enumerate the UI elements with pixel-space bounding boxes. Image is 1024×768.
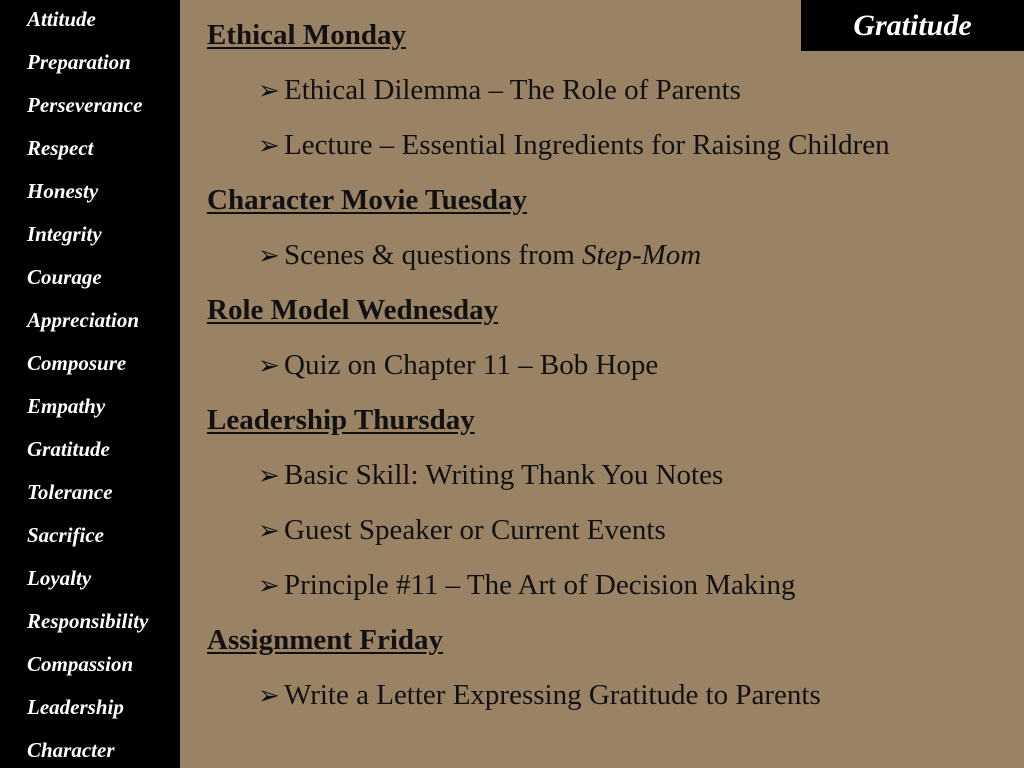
list-item: [258, 510, 666, 550]
list-item-text: Guest Speaker or Current Events: [284, 514, 666, 546]
list-item-text: Basic Skill: Writing Thank You Notes: [284, 459, 724, 491]
sidebar-item-courage: Courage: [27, 265, 102, 289]
arrowhead-bullet-icon: ➢: [258, 516, 280, 545]
list-item: [258, 235, 701, 275]
arrowhead-bullet-icon: ➢: [258, 571, 280, 600]
list-item: [258, 125, 890, 165]
heading-role-model-wednesday: Role Model Wednesday: [207, 294, 499, 326]
arrowhead-bullet-icon: ➢: [258, 461, 280, 490]
sidebar: [0, 0, 180, 768]
sidebar-item-appreciation: Appreciation: [27, 308, 140, 332]
slide-title: Gratitude: [853, 9, 972, 42]
sidebar-item-loyalty: Loyalty: [27, 566, 92, 590]
title-box: [801, 0, 1024, 51]
sidebar-item-sacrifice: Sacrifice: [27, 523, 104, 547]
arrowhead-bullet-icon: ➢: [258, 351, 280, 380]
heading-ethical-monday: Ethical Monday: [207, 19, 406, 51]
sidebar-item-responsibility: Responsibility: [27, 609, 149, 633]
sidebar-item-respect: Respect: [27, 136, 94, 160]
sidebar-item-attitude: Attitude: [27, 7, 96, 31]
list-item-text: Lecture – Essential Ingredients for Raising Children: [284, 129, 890, 161]
sidebar-item-tolerance: Tolerance: [27, 480, 113, 504]
sidebar-item-compassion: Compassion: [27, 652, 134, 676]
list-item-text: Scenes & questions from: [284, 239, 583, 271]
movie-title: Step-Mom: [582, 239, 702, 271]
list-item: [258, 675, 821, 715]
sidebar-item-integrity: Integrity: [27, 222, 102, 246]
sidebar-item-honesty: Honesty: [27, 179, 99, 203]
sidebar-item-composure: Composure: [27, 351, 127, 375]
heading-assignment-friday: Assignment Friday: [207, 624, 444, 656]
arrowhead-bullet-icon: ➢: [258, 681, 280, 710]
list-item: [258, 455, 723, 495]
list-item-text: Ethical Dilemma – The Role of Parents: [284, 74, 741, 106]
list-item-text: Quiz on Chapter 11 – Bob Hope: [284, 349, 659, 381]
list-item: [258, 565, 795, 605]
sidebar-item-preparation: Preparation: [27, 50, 131, 74]
arrowhead-bullet-icon: ➢: [258, 76, 280, 105]
sidebar-item-gratitude: Gratitude: [27, 437, 110, 461]
heading-leadership-thursday: Leadership Thursday: [207, 404, 475, 436]
list-item-text: Write a Letter Expressing Gratitude to Parents: [284, 679, 821, 711]
sidebar-item-leadership: Leadership: [27, 695, 124, 719]
sidebar-item-perseverance: Perseverance: [27, 93, 143, 117]
arrowhead-bullet-icon: ➢: [258, 131, 280, 160]
sidebar-item-character: Character: [27, 738, 115, 762]
list-item: [258, 70, 741, 110]
list-item: [258, 345, 658, 385]
sidebar-item-empathy: Empathy: [27, 394, 106, 418]
heading-character-movie-tuesday: Character Movie Tuesday: [207, 184, 528, 216]
list-item-text: Principle #11 – The Art of Decision Making: [284, 569, 796, 601]
arrowhead-bullet-icon: ➢: [258, 241, 280, 270]
